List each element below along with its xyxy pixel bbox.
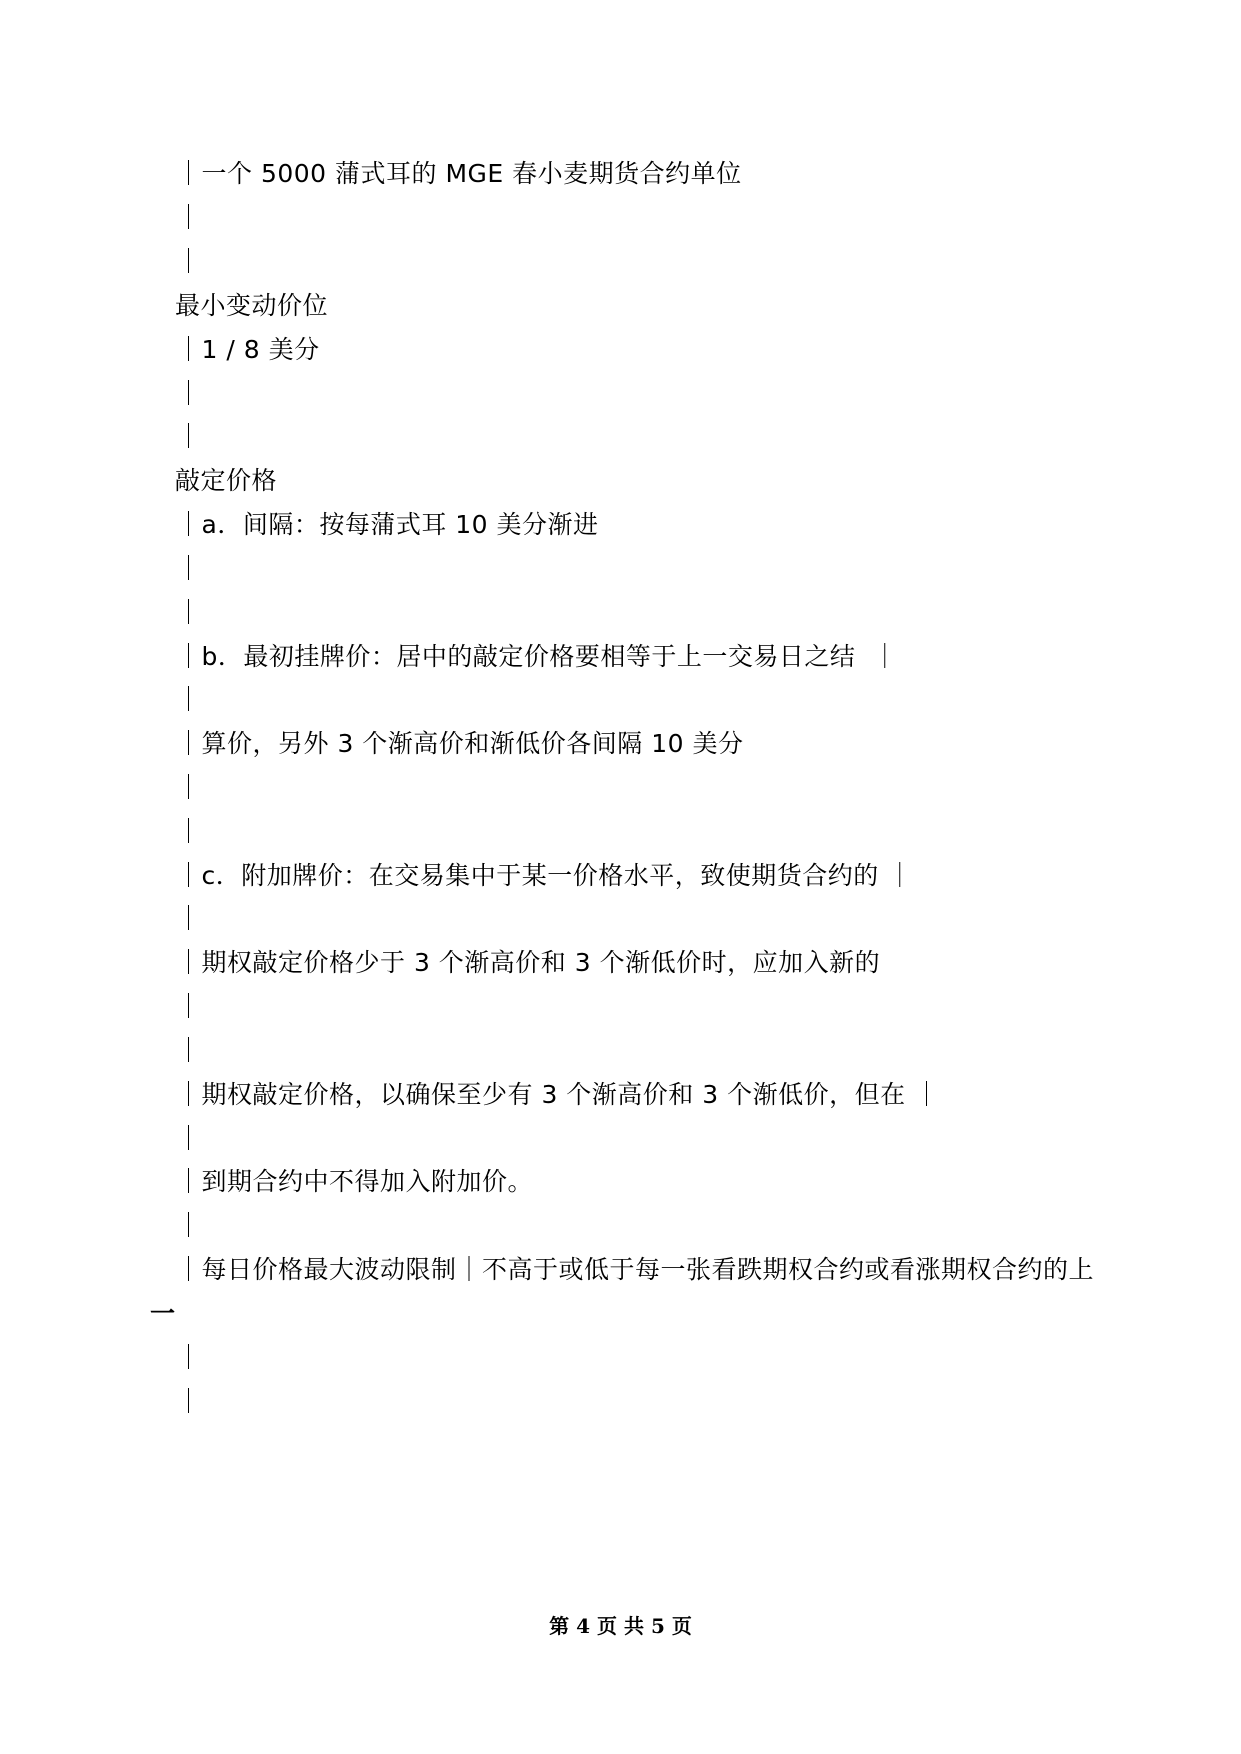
text-line: ｜c．附加牌价：在交易集中于某一价格水平，致使期货合约的 ｜ <box>176 861 913 890</box>
text-line: ｜ <box>176 1343 202 1372</box>
text-line: ｜ <box>176 1387 202 1416</box>
page-footer: 第 4 页 共 5 页 <box>549 1614 692 1638</box>
text-line: ｜ <box>176 1211 202 1240</box>
text-line: ｜1 / 8 美分 <box>176 335 320 364</box>
text-line: ｜ <box>176 1124 202 1153</box>
section-heading: 最小变动价位 <box>175 291 329 320</box>
text-line: ｜ <box>176 904 202 933</box>
text-line: ｜ <box>176 992 202 1021</box>
text-line: ｜算价，另外 3 个渐高价和渐低价各间隔 10 美分 <box>176 729 744 758</box>
text-line: ｜ <box>176 773 202 802</box>
text-line: ｜ <box>176 247 202 276</box>
text-line: ｜ <box>176 422 202 451</box>
text-line: ｜ <box>176 379 202 408</box>
text-line: ｜一个 5000 蒲式耳的 MGE 春小麦期货合约单位 <box>176 159 742 188</box>
text-line: ｜期权敲定价格，以确保至少有 3 个渐高价和 3 个渐低价，但在 ｜ <box>176 1080 940 1109</box>
text-line: ｜每日价格最大波动限制｜不高于或低于每一张看跌期权合约或看涨期权合约的上 <box>176 1255 1095 1284</box>
text-line: ｜ <box>176 203 202 232</box>
text-line: ｜ <box>176 817 202 846</box>
text-line: ｜ <box>176 598 202 627</box>
text-line-wrap: 一 <box>150 1299 176 1328</box>
section-heading: 敲定价格 <box>175 466 278 495</box>
text-line: ｜a．间隔：按每蒲式耳 10 美分渐进 <box>176 510 599 539</box>
text-line: ｜b．最初挂牌价：居中的敲定价格要相等于上一交易日之结 ｜ <box>176 642 898 671</box>
text-line: ｜ <box>176 685 202 714</box>
text-line: ｜到期合约中不得加入附加价。 <box>176 1167 534 1196</box>
text-line: ｜ <box>176 554 202 583</box>
text-line: ｜期权敲定价格少于 3 个渐高价和 3 个渐低价时，应加入新的 <box>176 948 881 977</box>
text-line: ｜ <box>176 1036 202 1065</box>
